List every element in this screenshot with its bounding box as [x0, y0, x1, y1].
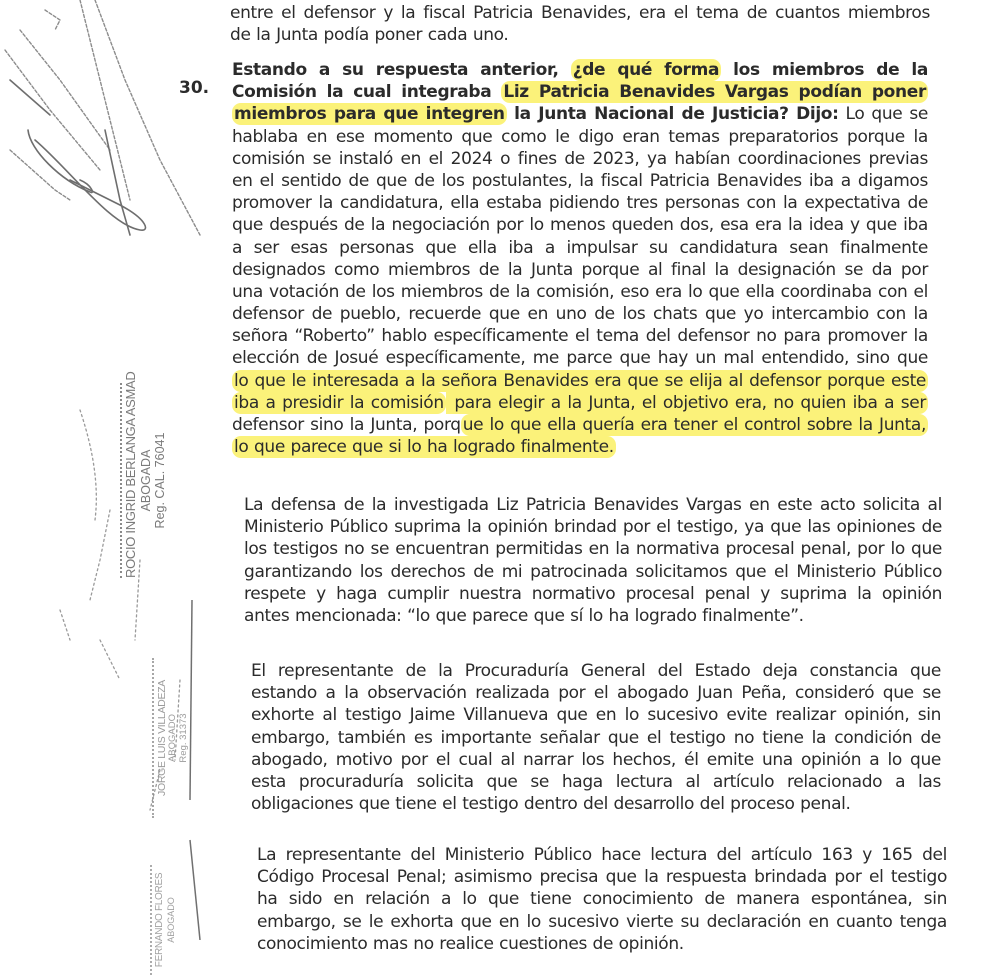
text-line: Código Procesal Penal; asimismo precisa que la respuesta brindada por el testigo [257, 867, 947, 888]
text-line: los testigos no se encuentran permitidas en la normativa procesal penal, por lo que [244, 539, 942, 560]
ministerio-publico-paragraph [257, 844, 947, 955]
text-line: garantizando los derechos de mi patrocinada solicitamos que el Ministerio Público [244, 561, 942, 582]
item-30-body [232, 59, 928, 458]
text-line: entre el defensor y la fiscal Patricia Benavides, era el tema de cuantos miembros [230, 3, 930, 23]
highlighted-text: para elegir a la Junta, el objetivo era, no quien iba a ser [447, 392, 926, 413]
text-line: estando a la observación realizada por el abogado Juan Peña, consideró que se [251, 683, 941, 704]
answer-line: designados como miembros de la Junta porque al final la designación se da por [232, 259, 928, 280]
question-text: Comisión la cual integraba [232, 82, 502, 103]
stamp-name: JORGE LUIS VILLADEZA [152, 658, 168, 818]
text-line: de la Junta podía poner cada uno. [230, 25, 509, 46]
answer-line: comisión se instaló en el 2024 o fines de 2023, ya habían coordinaciones previas [232, 148, 928, 169]
lawyer-stamp-3 [150, 865, 176, 975]
stamp-registration: Reg. CAL. 76041 [153, 432, 168, 529]
text-line: abogado, motivo por el cual al narrar los hechos, él emite una opinión a lo que [251, 749, 941, 770]
question-line [232, 81, 928, 103]
left-margin [0, 0, 225, 978]
stamp-name: ROCIO INGRID BERLANGA ASMAD [120, 383, 139, 578]
stamp-name: FERNANDO FLORES [150, 865, 166, 975]
answer-line: promover la candidatura, ella estaba pidiendo tres personas con la expectativa de [232, 193, 928, 214]
question-text: Estando a su respuesta anterior, [232, 60, 571, 80]
text-line: Ministerio Público suprima la opinión brindad por el testigo, ya que las opiniones de [244, 517, 942, 538]
answer-text: defensor sino la Junta, porq [232, 415, 461, 435]
text-line: respete y haga cumplir nuestra normativo procesal penal y suprima la opinión [244, 583, 942, 604]
answer-line: hablaba en ese momento que como le digo eran temas preparatorios porque la [232, 126, 928, 147]
intro-paragraph [230, 2, 930, 46]
stamp-role: ABOGADO [165, 897, 176, 943]
handwritten-signature-icon [0, 0, 220, 240]
question-text: los miembros de la [721, 60, 928, 80]
answer-line: a ser esas personas que ella iba a impulsar su candidatura sean finalmente [232, 237, 928, 258]
procuraduria-paragraph [251, 660, 941, 815]
answer-line: en el sentido de que de los postulantes, la fiscal Patricia Benavides iba a digamos [232, 170, 928, 191]
answer-line [232, 436, 928, 458]
highlighted-text: ¿de qué forma [572, 60, 720, 80]
highlighted-text: lo que le interesada a la señora Benavides era que se elija al defensor porque este [234, 370, 926, 391]
stamp-role: ABOGADA [138, 449, 153, 512]
text-line: conocimiento mas no realice cuestiones de opinión. [257, 933, 684, 954]
stamp-role: ABOGADO [167, 713, 179, 763]
answer-text: Lo que se [838, 104, 928, 125]
answer-line: una votación de los miembros de la comisión, eso era lo que ella coordinaba con el [232, 281, 928, 302]
defense-paragraph [244, 494, 942, 627]
answer-line [232, 414, 928, 436]
question-line [232, 103, 928, 125]
text-line: esta procuraduría solicita que se haga lectura al artículo relacionado a las [251, 771, 941, 792]
lawyer-stamp-2 [152, 658, 190, 818]
highlighted-text: iba a presidir la comisión [234, 392, 444, 413]
item-number: 30. [179, 78, 210, 98]
text-line: embargo, también es importante señalar que el testigo no tiene la condición de [251, 727, 941, 748]
text-line: ha sido en relación a lo que tiene conocimiento de manera espontánea, sin [257, 889, 947, 910]
answer-line: defensor de pueblo, recuerde que en uno de los chats que yo intercambio con la [232, 304, 928, 325]
text-line: embargo, se le exhorta que en lo sucesivo vierte su declaración en cuanto tenga [257, 911, 947, 932]
text-line: La defensa de la investigada Liz Patricia Benavides Vargas en este acto solicita al [244, 495, 942, 515]
text-line: La representante del Ministerio Público hace lectura del artículo 163 y 165 del [257, 845, 947, 865]
answer-line [232, 392, 928, 414]
text-line: El representante de la Procuraduría General del Estado deja constancia que [251, 661, 941, 681]
question-text: la Junta Nacional de Justicia? Dijo: [506, 104, 839, 125]
answer-line: elección de Josué específicamente, me parce que hay un mal entendido, sino que [232, 348, 928, 369]
highlighted-text: miembros para que integren [234, 104, 505, 125]
stamp-registration: Reg. 31373 [177, 713, 189, 763]
question-line [232, 59, 928, 81]
lawyer-stamp-1 [120, 371, 168, 578]
answer-line: señora “Roberto” hablo específicamente el tema del defensor no para promover la [232, 326, 928, 347]
answer-line: que después de la negociación por lo menos queden dos, esa era la idea y que iba [232, 215, 928, 236]
highlighted-text: ue lo que ella quería era tener el control sobre la Junta, [462, 415, 927, 435]
highlighted-text: lo que parece que si lo ha logrado finalmente. [234, 437, 614, 458]
highlighted-text: Liz Patricia Benavides Vargas podían poner [503, 82, 926, 103]
answer-line [232, 370, 928, 392]
text-line: obligaciones que tiene el testigo dentro del desarrollo del proceso penal. [251, 794, 851, 815]
text-line: exhorte al testigo Jaime Villanueva que en lo sucesivo evite realizar opinión, sin [251, 705, 941, 726]
text-line: antes mencionada: “lo que parece que sí lo ha logrado finalmente”. [244, 605, 804, 626]
